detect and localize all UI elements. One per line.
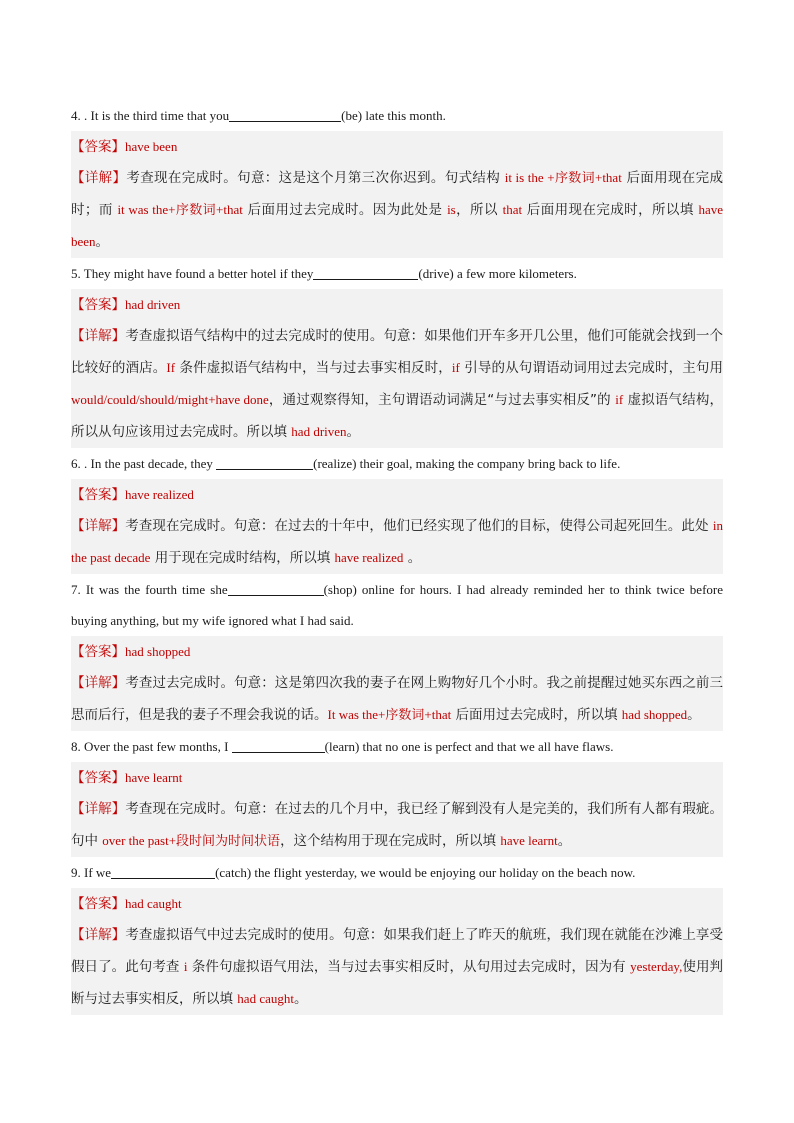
- detail-text: 后面用过去完成时，所以填: [451, 707, 622, 723]
- detail-english: i: [183, 959, 188, 974]
- answer-value: had driven: [125, 297, 181, 312]
- question-number: 6. .: [71, 456, 88, 471]
- answer-tag: 【答案】: [71, 139, 125, 155]
- question-number: 5.: [71, 266, 81, 281]
- detail-english: over the past+段时间为时间状语: [102, 833, 281, 848]
- answer-value: had shopped: [125, 644, 191, 659]
- question-number: 4. .: [71, 108, 88, 123]
- answer-box: [71, 289, 723, 448]
- answer-tag: 【答案】: [71, 896, 125, 912]
- answer-blank[interactable]: [228, 581, 324, 596]
- detail-text: 用于现在完成时结构，所以填: [150, 550, 335, 566]
- detail-text: ，这个结构用于现在完成时，所以填: [280, 833, 501, 849]
- detail-text: 。: [293, 991, 308, 1007]
- detail-english: is: [447, 202, 456, 217]
- answer-blank[interactable]: [313, 265, 418, 280]
- detail-english: had driven: [291, 424, 347, 439]
- answer-box: [71, 479, 723, 574]
- answer-blank[interactable]: [232, 738, 325, 753]
- question-text-before: If we: [84, 865, 112, 880]
- question-text-after: (shop) online for hours. I had already reminded her to think twice before buying anything, but my wife ignored what I had said.: [71, 582, 723, 628]
- question-line: [71, 100, 723, 131]
- detail-paragraph: [71, 510, 723, 574]
- question-text-before: They might have found a better hotel if they: [83, 266, 314, 281]
- answer-value: have realized: [125, 487, 194, 502]
- detail-text: 条件虚拟语气结构中，当与过去事实相反时，: [175, 360, 452, 376]
- detail-text: 使用判断与过去事实相反，所以填: [71, 959, 724, 1007]
- detail-english: have realized: [334, 550, 404, 565]
- answer-tag: 【答案】: [71, 644, 125, 660]
- detail-text: 。: [687, 707, 701, 723]
- detail-text: 考查现在完成时。句意：这是这个月第三次你迟到。句式结构: [126, 170, 505, 186]
- answer-box: [71, 762, 723, 857]
- answer-line: [71, 131, 723, 162]
- detail-english: had caught: [237, 991, 294, 1006]
- detail-text: 后面用现在完成时，所以填: [522, 202, 699, 218]
- answer-line: [71, 888, 723, 919]
- detail-text: ，所以: [455, 202, 503, 218]
- answer-value: had caught: [125, 896, 182, 911]
- answer-value: have been: [125, 139, 178, 154]
- detail-paragraph: [71, 162, 723, 258]
- answer-tag: 【答案】: [71, 487, 125, 503]
- answer-blank[interactable]: [216, 455, 313, 470]
- answer-value: have learnt: [125, 770, 183, 785]
- detail-text: 考查过去完成时。句意：这是第四次我的妻子在网上购物好几个小时。我之前提醒过她买东西之前三思而后行，但是我的妻子不理会我说的话。: [71, 675, 724, 723]
- detail-paragraph: [71, 320, 723, 448]
- detail-text: 。: [403, 550, 422, 566]
- detail-tag: 【详解】: [71, 801, 126, 817]
- detail-text: 考查虚拟语气结构中的过去完成时的使用。句意：如果他们开车多开几公里，他们可能就会找到一个比较好的酒店。: [71, 328, 724, 376]
- question-number: 7.: [71, 582, 81, 597]
- question-line: [71, 731, 723, 762]
- detail-english: if: [615, 392, 624, 407]
- detail-english: in the past decade: [71, 518, 724, 565]
- detail-text: 虚拟语气结构，所以从句应该用过去完成时。所以填: [71, 392, 723, 440]
- detail-paragraph: [71, 919, 723, 1015]
- question-text-after: (realize) their goal, making the company bring back to life.: [313, 456, 621, 471]
- detail-english: if: [451, 360, 460, 375]
- answer-line: [71, 762, 723, 793]
- answer-line: [71, 636, 723, 667]
- question-number: 8.: [71, 739, 81, 754]
- detail-tag: 【详解】: [71, 675, 126, 691]
- detail-english: it is the +序数词+that: [504, 170, 622, 185]
- detail-text: 条件句虚拟语气用法，当与过去事实相反时，从句用过去完成时，因为有: [187, 959, 631, 975]
- question-line: [71, 574, 723, 636]
- detail-english: had shopped: [621, 707, 688, 722]
- detail-english: yesterday,: [630, 959, 683, 974]
- detail-text: 。: [346, 424, 361, 440]
- detail-text: 。: [95, 234, 110, 250]
- question-text-after: (learn) that no one is perfect and that we all have flaws.: [324, 739, 614, 754]
- detail-text: 引导的从句谓语动词用过去完成时，主句用: [459, 360, 724, 376]
- question-line: [71, 258, 723, 289]
- question-line: [71, 857, 723, 888]
- detail-english: that: [502, 202, 523, 217]
- answer-box: [71, 131, 723, 258]
- detail-tag: 【详解】: [71, 518, 126, 534]
- detail-paragraph: [71, 793, 723, 857]
- detail-english: have been: [71, 202, 723, 249]
- detail-tag: 【详解】: [71, 170, 127, 186]
- answer-blank[interactable]: [229, 107, 341, 122]
- answer-blank[interactable]: [111, 864, 215, 879]
- answer-box: [71, 888, 723, 1015]
- question-text-before: It was the fourth time she: [85, 582, 228, 597]
- worksheet-content: [71, 100, 723, 1015]
- question-text-after: (be) late this month.: [341, 108, 446, 123]
- detail-text: 考查现在完成时。句意：在过去的十年中，他们已经实现了他们的目标，使得公司起死回生。此处: [125, 518, 713, 534]
- question-text-before: It is the third time that you: [90, 108, 230, 123]
- detail-english: It was the+序数词+that: [327, 707, 452, 722]
- detail-text: 考查虚拟语气中过去完成时的使用。句意：如果我们赶上了昨天的航班，我们现在就能在沙滩上享受假日了。此句考查: [71, 927, 724, 975]
- detail-text: 。: [557, 833, 572, 849]
- detail-tag: 【详解】: [71, 328, 126, 344]
- question-text-after: (catch) the flight yesterday, we would be enjoying our holiday on the beach now.: [215, 865, 636, 880]
- detail-english: have learnt: [500, 833, 558, 848]
- question-text-before: Over the past few months, I: [84, 739, 232, 754]
- detail-english: would/could/should/might+have done: [71, 392, 269, 407]
- question-text-before: In the past decade, they: [90, 456, 217, 471]
- detail-text: 考查现在完成时。句意：在过去的几个月中，我已经了解到没有人是完美的，我们所有人都有瑕疵。句中: [71, 801, 724, 849]
- answer-box: [71, 636, 723, 731]
- detail-text: 后面用过去完成时。因为此处是: [242, 202, 448, 218]
- question-line: [71, 448, 723, 479]
- detail-english: If: [166, 360, 176, 375]
- question-text-after: (drive) a few more kilometers.: [418, 266, 577, 281]
- detail-tag: 【详解】: [71, 927, 126, 943]
- answer-tag: 【答案】: [71, 770, 125, 786]
- detail-english: it was the+序数词+that: [117, 202, 243, 217]
- detail-paragraph: [71, 667, 723, 731]
- question-number: 9.: [71, 865, 81, 880]
- answer-line: [71, 289, 723, 320]
- detail-text: ，通过观察得知，主句谓语动词满足“与过去事实相反”的: [268, 392, 616, 408]
- detail-text: 后面用现在完成时；而: [71, 170, 723, 218]
- answer-line: [71, 479, 723, 510]
- answer-tag: 【答案】: [71, 297, 125, 313]
